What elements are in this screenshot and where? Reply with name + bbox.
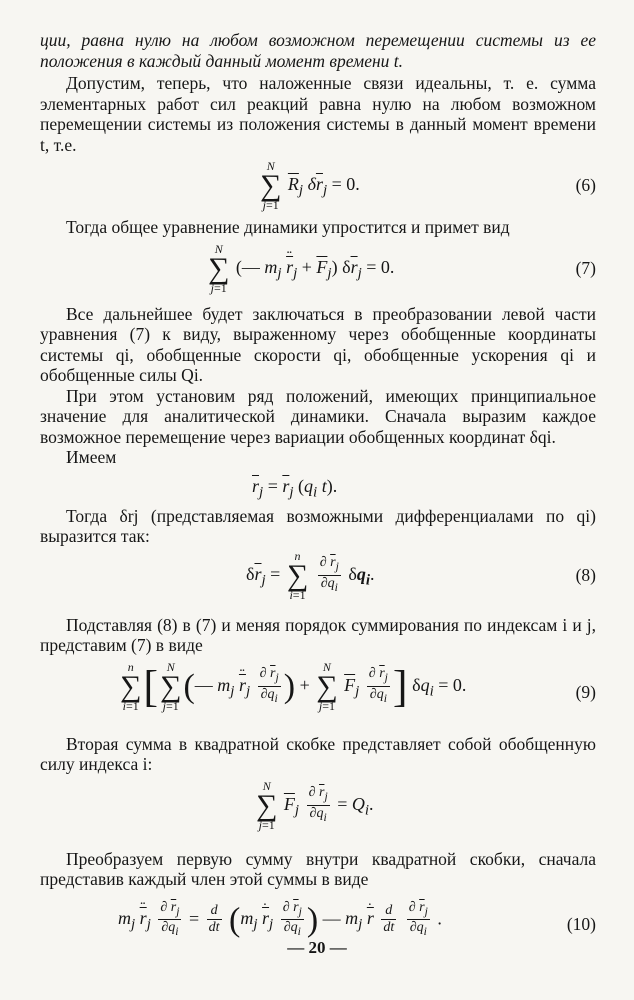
para-all: Все дальнейшее будет заключаться в преобразовании левой части уравнения (7) к виду, выраженному через обобщенные координаты системы qi, обобщенные скорости qi, обобщенные ускорения qi и обобщенные силы Qi. (40, 303, 596, 385)
equation-7: N ∑ j=1 (— $m_j \cdot\cdot \overline{r}_j + \overline{F}_j$) $\delta\overline{r}_j = 0$. (7) (40, 244, 596, 300)
sum-symbol: N ∑ j=1 (260, 159, 282, 212)
eq9-number: (9) (575, 681, 596, 702)
para-transform: Преобразуем первую сумму внутри квадратной скобки, сначала представив каждый член этой суммы в виде (40, 848, 596, 889)
sum-symbol: N ∑ j=1 (208, 241, 230, 295)
fraction: $\frac{d}{dt}$ (208, 903, 220, 936)
para-second: Вторая сумма в квадратной скобке представляет собой обобщенную силу индекса i: (40, 733, 596, 774)
para-have: Имеем (66, 447, 117, 467)
intro-text: ции, равна нулю на любом возможном перемещении системы из ее положения в каждый данный момент времени t. (40, 30, 596, 71)
fraction: $\frac{\partial \overline{r}_j}{\partial q_i}$ (160, 899, 180, 939)
sum-symbol: n ∑ i=1 (286, 548, 309, 602)
sum-symbol: N ∑ j=1 (316, 659, 338, 713)
fraction: $\frac{\partial \overline{r}_j}{\partial q_i}$ (308, 785, 328, 824)
fraction: $\frac{\partial \overline{r}_j}{\partial q_i}$ (259, 666, 279, 705)
sum-symbol: n ∑ i=1 (120, 659, 142, 713)
equation-Q: N ∑ j=1 $\overline{F}_j$ $\frac{\partial \overline{r}_j}{\partial q_i}$ = $Q_i$. (256, 778, 374, 832)
para-assume: Допустим, теперь, что наложенные связи идеальны, т. е. сумма элементарных работ сил реакций равна нулю на любом возможном перемещении системы из положения системы в данный момент времени t, т.е. (40, 73, 596, 155)
equation-r: $\overline{r}_j = \overline{r}_j$ ($q_i$ t). (252, 475, 338, 501)
page-body (40, 30, 596, 960)
para-then: Тогда общее уравнение динамики упростится и примет вид (66, 217, 510, 237)
fraction: $\frac{\partial \overline{r}_j}{\partial q_i}$ (408, 899, 428, 939)
fraction: $\frac{d}{dt}$ (383, 903, 395, 936)
para-subst: Подставляя (8) в (7) и меняя порядок суммирования по индексам i и j, представим (7) в виде (40, 614, 596, 655)
eq7-number: (7) (575, 257, 596, 278)
eq8-number: (8) (575, 564, 596, 585)
sum-symbol: N ∑ j=1 (160, 659, 182, 713)
para-establish: При этом установим ряд положений, имеющих принципиальное значение для аналитической динамики. Сначала выразим каждое возможное перемещение через вариации обобщенных координат δqi. (40, 385, 596, 447)
fraction: $\frac{\partial \overline{r}_j}{\partial q_i}$ (319, 555, 339, 594)
eq6-number: (6) (575, 175, 596, 195)
page-number: — 20 — (287, 938, 347, 957)
equation-10: $m_j \cdot\cdot \overline{r}_j$ $\frac{\partial \overline{r}_j}{\partial q_i}$ = $\frac{d}{dt}$ ($m_j \cdot \overline{r}_j$ $\frac{\partial \overline{r}_j}{\partial q_i}$ ) — $m_j \cdot \overline{r}$ $\frac{d}{dt}$ $\frac{\partial \overline{r}_j}{\partial q_i}$ . (10) (40, 900, 596, 960)
para-then2: Тогда δrj (представляемая возможными дифференциалами по qi) выразится так: (40, 505, 596, 546)
fraction: $\frac{\partial \overline{r}_j}{\partial q_i}$ (282, 899, 302, 939)
equation-9: n ∑ i=1 [ N ∑ j=1(— $m_j \cdot\cdot \overline{r}_j$ $\frac{\partial \overline{r}_j}{\partial q_i}$ ) + N ∑ j=1 $\overline{F}_j$ $\frac{\partial \overline{r}_j}{\partial q_i}$ ] $\delta q_i = 0$. (9) (40, 662, 596, 728)
sum-symbol: N ∑ j=1 (256, 778, 278, 832)
eq10-number: (10) (566, 913, 596, 934)
equation-6: N ∑ j=1 $\overline{R}_j$ $\delta\overline{r}_j = 0$. (6) (260, 159, 596, 212)
equation-8: $\delta\overline{r}_j = n$ ∑ i=1 $\frac{\partial \overline{r}_j}{\partial q_i}$ $\delta q_i$. (8) (246, 548, 596, 602)
fraction: $\frac{\partial \overline{r}_j}{\partial q_i}$ (368, 666, 388, 705)
